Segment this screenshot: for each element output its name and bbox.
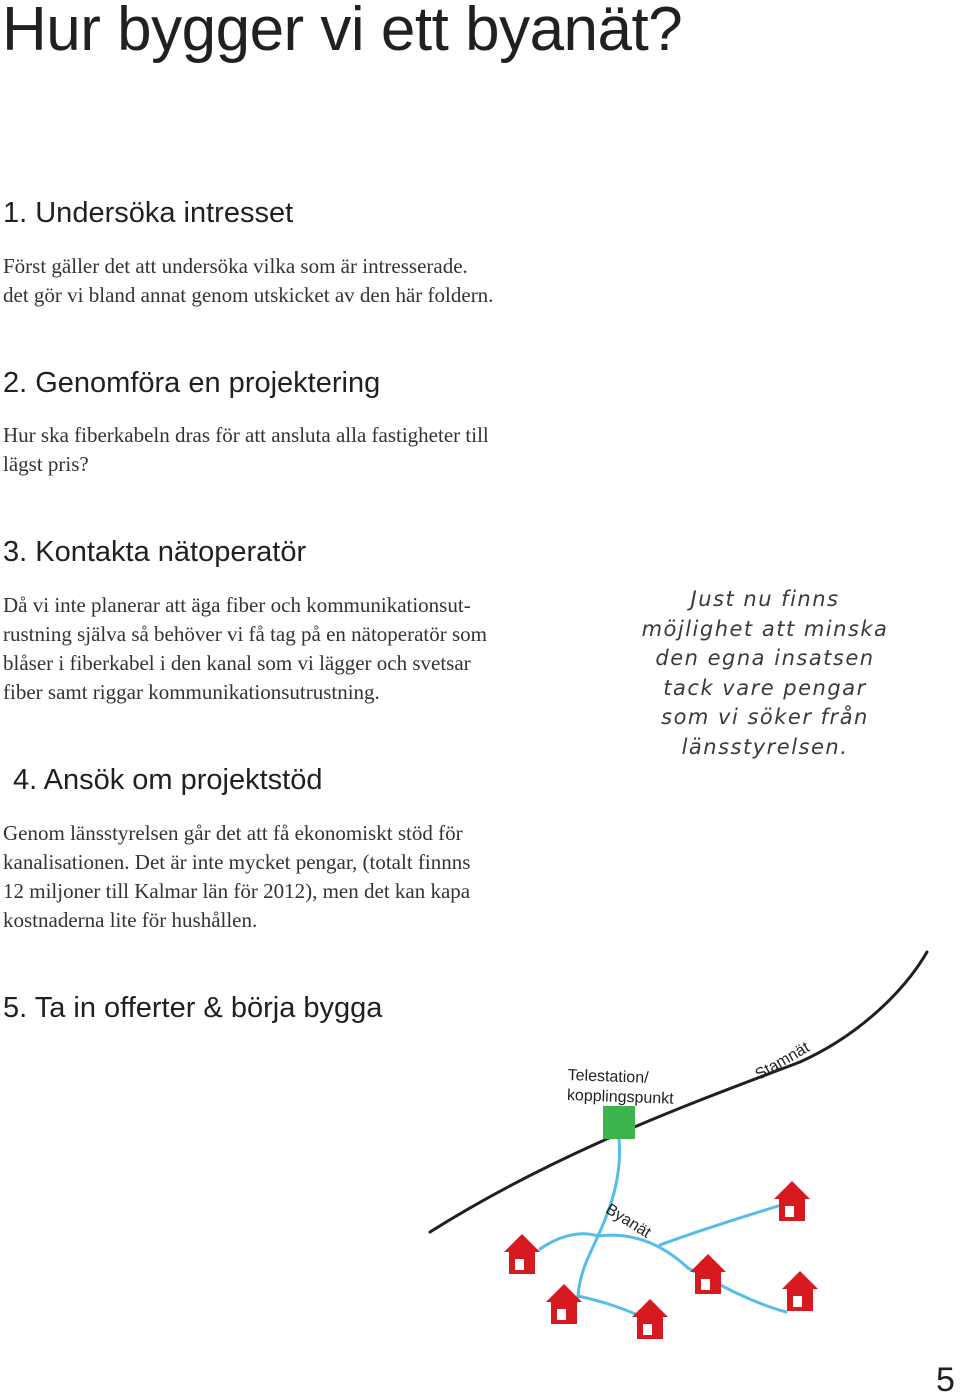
- section-4-line: kanalisationen. Det är inte mycket pengar, (totalt finnns: [3, 850, 471, 874]
- note-line: länsstyrelsen.: [681, 734, 849, 759]
- section-5-heading: 5. Ta in offerter & börja bygga: [3, 992, 383, 1024]
- section-3-line: rustning själva så behöver vi få tag på en nätoperatör som: [3, 622, 488, 646]
- fiber-branch: [540, 1234, 598, 1249]
- note-line: som vi söker från: [661, 705, 869, 729]
- house-icon: [690, 1254, 726, 1294]
- backbone-line: [430, 952, 927, 1232]
- house-icon: [504, 1234, 540, 1274]
- fiber-branch: [578, 1236, 598, 1296]
- note-line: möjlighet att minska: [641, 616, 889, 641]
- section-1-heading: 1. Undersöka intresset: [3, 197, 294, 229]
- telestation-node: [603, 1106, 635, 1139]
- house-icon: [782, 1271, 818, 1311]
- house-icon: [774, 1181, 810, 1221]
- telestation-label: [567, 1066, 675, 1110]
- section-3-line: Då vi inte planerar att äga fiber och kommunikationsut-: [3, 593, 471, 617]
- byanat-label: Byanät: [602, 1200, 654, 1242]
- section-3-line: fiber samt riggar kommunikationsutrustning.: [3, 680, 380, 704]
- note-line: Just nu finns: [690, 587, 840, 611]
- house-icon: [546, 1284, 582, 1324]
- note-line: den egna insatsen: [655, 646, 875, 670]
- page-number: 5: [936, 1361, 955, 1399]
- section-4-line: Genom länsstyrelsen går det att få ekonomiskt stöd för: [3, 821, 463, 845]
- telestation-label-line: Telestation/: [567, 1066, 649, 1087]
- section-1-line: Först gäller det att undersöka vilka som är intresserade.: [3, 254, 468, 278]
- section-1-line: det gör vi bland annat genom utskicket av den här foldern.: [3, 283, 494, 307]
- fiber-branch: [578, 1296, 640, 1316]
- fiber-branch: [660, 1206, 778, 1245]
- section-2-heading: 2. Genomföra en projektering: [3, 367, 381, 399]
- section-2-line: lägst pris?: [3, 452, 89, 476]
- section-3-line: blåser i fiberkabel i den kanal som vi lägger och svetsar: [3, 651, 471, 675]
- section-4-line: kostnaderna lite för hushållen.: [3, 908, 258, 932]
- house-icon: [632, 1299, 668, 1339]
- section-4-heading: 4. Ansök om projektstöd: [13, 764, 323, 796]
- fiber-branches: [540, 1139, 786, 1316]
- section-4-line: 12 miljoner till Kalmar län för 2012), men det kan kapa: [3, 879, 471, 903]
- note-line: tack vare pengar: [663, 675, 867, 700]
- telestation-label-line: kopplingspunkt: [566, 1086, 674, 1108]
- section-2-line: Hur ska fiberkabeln dras för att ansluta alla fastigheter till: [3, 423, 489, 447]
- section-3-heading: 3. Kontakta nätoperatör: [3, 536, 307, 568]
- page-title: Hur bygger vi ett byanät?: [2, 0, 683, 64]
- stamnat-label: Stamnät: [752, 1039, 813, 1084]
